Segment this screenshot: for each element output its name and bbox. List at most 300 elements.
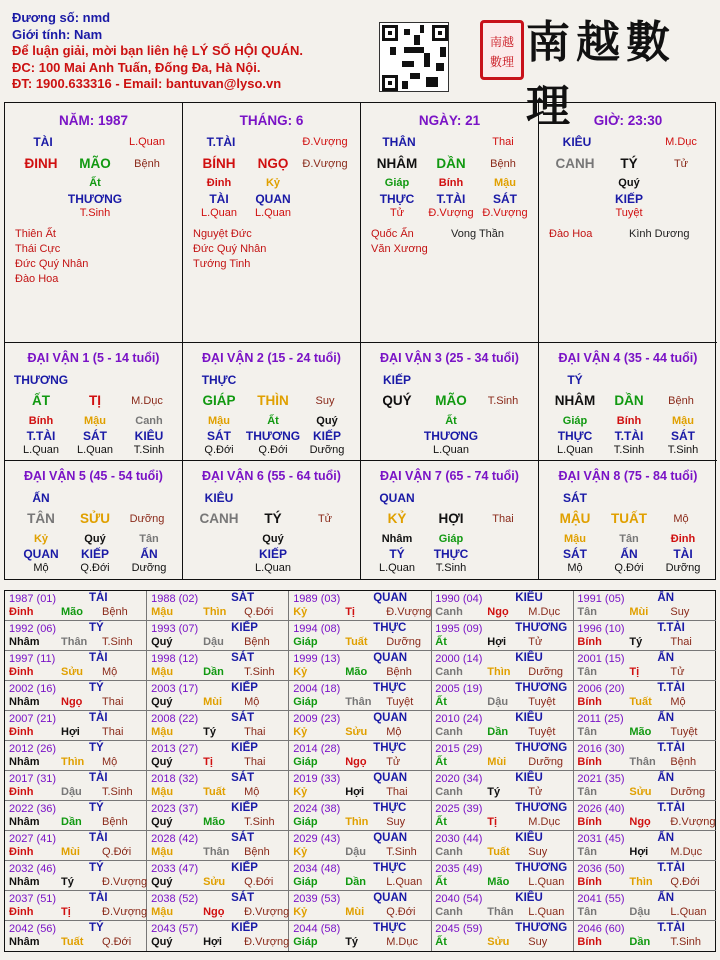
year-label: 1997 (11) bbox=[9, 653, 56, 665]
year-cell[interactable] bbox=[289, 651, 431, 681]
year-growth: Suy bbox=[386, 816, 406, 828]
dai-van-ten-god: TÝ bbox=[567, 373, 583, 387]
year-stem: Canh bbox=[435, 606, 463, 618]
year-branch: Sửu bbox=[345, 726, 368, 738]
pillar-cell bbox=[183, 103, 361, 343]
year-cell[interactable] bbox=[147, 861, 289, 891]
hidden-stem: Bính bbox=[616, 415, 642, 427]
year-cell[interactable] bbox=[573, 801, 715, 831]
year-cell[interactable] bbox=[573, 921, 715, 951]
year-branch: Tuất bbox=[345, 636, 368, 648]
year-cell[interactable] bbox=[431, 651, 573, 681]
year-cell[interactable] bbox=[573, 891, 715, 921]
hidden-ten-god: KIÊU bbox=[134, 429, 164, 443]
year-stem: Nhâm bbox=[9, 876, 40, 888]
year-stem: Nhâm bbox=[9, 936, 40, 948]
seal-line: 南越 bbox=[489, 35, 514, 49]
year-cell[interactable] bbox=[431, 621, 573, 651]
year-label: 1991 (05) bbox=[577, 593, 625, 605]
header-info bbox=[12, 10, 303, 93]
year-stem: Mậu bbox=[151, 666, 174, 678]
hidden-growth: T.Sinh bbox=[613, 444, 645, 456]
pillar-title: THÁNG: 6 bbox=[239, 113, 304, 128]
year-cell[interactable] bbox=[5, 831, 147, 861]
hidden-ten-god: THỰC bbox=[433, 547, 469, 561]
year-cell[interactable] bbox=[5, 891, 147, 921]
year-growth: T.Sinh bbox=[670, 936, 701, 948]
hidden-stem: Mậu bbox=[208, 415, 230, 427]
year-cell[interactable] bbox=[289, 861, 431, 891]
year-stem: Quý bbox=[151, 936, 173, 948]
year-cell[interactable] bbox=[147, 801, 289, 831]
year-label: 2022 (36) bbox=[9, 803, 57, 815]
year-growth: Tuyệt bbox=[670, 726, 698, 738]
hidden-ten-god: QUAN bbox=[23, 547, 59, 561]
year-branch: Sửu bbox=[487, 936, 510, 948]
year-growth: Suy bbox=[670, 606, 690, 618]
year-stem: Nhâm bbox=[9, 816, 40, 828]
year-cell[interactable] bbox=[573, 621, 715, 651]
pillar-ten-god: T.TÀI bbox=[206, 135, 236, 149]
dai-van-stem: KỶ bbox=[387, 511, 407, 526]
year-ten-god: THỰC bbox=[373, 622, 407, 634]
hidden-ten-god: SÁT bbox=[207, 429, 231, 443]
year-stem: Canh bbox=[435, 906, 463, 918]
year-cell[interactable] bbox=[431, 921, 573, 951]
year-branch: Dậu bbox=[345, 846, 366, 858]
year-stem: Nhâm bbox=[9, 756, 40, 768]
year-cell[interactable] bbox=[5, 711, 147, 741]
year-cell[interactable] bbox=[573, 711, 715, 741]
hidden-growth: Dưỡng bbox=[309, 444, 345, 456]
year-label: 2036 (50) bbox=[577, 863, 625, 875]
hidden-stem: Mậu bbox=[494, 177, 516, 189]
year-ten-god: THƯƠNG bbox=[515, 862, 568, 874]
year-growth: L.Quan bbox=[386, 876, 423, 888]
year-label: 1989 (03) bbox=[293, 593, 341, 605]
year-branch: Tý bbox=[345, 936, 359, 948]
hidden-ten-god: KIẾP bbox=[258, 547, 287, 561]
year-branch: Thìn bbox=[345, 816, 369, 828]
year-growth: Tuyệt bbox=[528, 696, 556, 708]
year-cell[interactable] bbox=[147, 681, 289, 711]
year-cell[interactable] bbox=[147, 621, 289, 651]
year-branch: Mùi bbox=[203, 696, 223, 708]
year-cell[interactable] bbox=[431, 741, 573, 771]
year-stem: Canh bbox=[435, 846, 463, 858]
year-cell[interactable] bbox=[431, 891, 573, 921]
year-stem: Nhâm bbox=[9, 636, 40, 648]
dai-van-branch: HỢI bbox=[438, 511, 464, 526]
year-ten-god: KIÊU bbox=[515, 892, 543, 904]
pillar-ten-god: THÂN bbox=[382, 135, 416, 149]
year-branch: Dậu bbox=[487, 696, 509, 708]
year-ten-god: TÝ bbox=[89, 922, 104, 934]
year-cell[interactable] bbox=[431, 711, 573, 741]
year-label: 2046 (60) bbox=[577, 923, 625, 935]
year-label: 2021 (35) bbox=[577, 773, 625, 785]
year-branch: Hợi bbox=[487, 636, 507, 648]
year-branch: Mão bbox=[629, 726, 652, 738]
year-cell[interactable] bbox=[431, 831, 573, 861]
pillar-cell bbox=[539, 103, 717, 343]
year-cell[interactable] bbox=[5, 741, 147, 771]
year-branch: Tị bbox=[61, 906, 71, 918]
year-branch: Tị bbox=[345, 606, 355, 618]
year-stem: Nhâm bbox=[9, 696, 40, 708]
year-label: 2039 (53) bbox=[293, 893, 341, 905]
year-branch: Tý bbox=[487, 786, 501, 798]
year-branch: Thìn bbox=[203, 606, 227, 618]
year-label: 1998 (12) bbox=[151, 653, 199, 665]
year-ten-god: KIẾP bbox=[231, 802, 258, 814]
year-cell[interactable] bbox=[147, 591, 289, 621]
year-stem: Quý bbox=[151, 816, 173, 828]
star-label: Nguyệt Đức bbox=[193, 228, 252, 240]
year-cell[interactable] bbox=[573, 771, 715, 801]
year-branch: Hợi bbox=[203, 936, 222, 948]
year-cell[interactable] bbox=[431, 801, 573, 831]
year-growth: Mộ bbox=[670, 696, 686, 708]
year-cell[interactable] bbox=[5, 801, 147, 831]
year-cell[interactable] bbox=[431, 681, 573, 711]
dai-van-stem: QUÝ bbox=[382, 393, 412, 408]
year-ten-god: TÝ bbox=[89, 682, 104, 694]
year-cell[interactable] bbox=[573, 861, 715, 891]
hidden-ten-god: T.TÀI bbox=[614, 429, 644, 443]
year-growth: Q.Đới bbox=[244, 876, 274, 888]
hidden-ten-god: THỰC bbox=[557, 429, 593, 443]
year-stem: Ất bbox=[435, 636, 447, 648]
year-stem: Tân bbox=[577, 786, 597, 798]
year-ten-god: QUAN bbox=[373, 892, 408, 904]
dai-van-cell bbox=[183, 461, 361, 579]
year-label: 2035 (49) bbox=[435, 863, 483, 875]
year-label: 2023 (37) bbox=[151, 803, 199, 815]
pillar-stem: NHÂM bbox=[376, 156, 418, 171]
year-cell[interactable] bbox=[289, 801, 431, 831]
year-cell[interactable] bbox=[5, 651, 147, 681]
year-branch: Dậu bbox=[203, 636, 224, 648]
dai-van-ten-god: THƯƠNG bbox=[13, 373, 69, 387]
year-branch: Thân bbox=[61, 636, 88, 648]
year-cell[interactable] bbox=[573, 651, 715, 681]
dai-van-branch: TÝ bbox=[264, 511, 282, 526]
dai-van-title: ĐẠI VẬN 8 (75 - 84 tuổi) bbox=[558, 469, 698, 483]
dai-van-cell bbox=[539, 343, 717, 461]
year-branch: Mùi bbox=[629, 606, 649, 618]
year-stem: Quý bbox=[151, 636, 173, 648]
year-cell[interactable] bbox=[147, 831, 289, 861]
pillar-branch: DẦN bbox=[436, 156, 466, 171]
year-branch: Tuất bbox=[629, 696, 652, 708]
year-branch: Hợi bbox=[345, 786, 365, 798]
year-ten-god: TÝ bbox=[89, 742, 104, 754]
year-label: 2011 (25) bbox=[577, 713, 624, 725]
year-label: 2037 (51) bbox=[9, 893, 57, 905]
year-cell[interactable] bbox=[431, 591, 573, 621]
year-ten-god: SÁT bbox=[231, 892, 255, 904]
year-ten-god: KIÊU bbox=[515, 832, 543, 844]
year-stem: Mậu bbox=[151, 846, 174, 858]
year-ten-god: KIÊU bbox=[515, 772, 543, 784]
year-ten-god: T.TÀI bbox=[657, 862, 685, 874]
year-ten-god: TÝ bbox=[89, 802, 104, 814]
year-ten-god: THỰC bbox=[373, 922, 407, 934]
year-ten-god: ẤN bbox=[657, 712, 675, 724]
year-cell[interactable] bbox=[289, 921, 431, 951]
year-branch: Ngọ bbox=[345, 756, 367, 768]
brand-title: 南越數理 bbox=[526, 17, 676, 132]
year-branch: Tuất bbox=[61, 936, 84, 948]
year-branch: Thân bbox=[487, 906, 514, 918]
year-cell[interactable] bbox=[5, 621, 147, 651]
year-growth: Tuyệt bbox=[528, 726, 556, 738]
year-growth: T.Sinh bbox=[244, 816, 275, 828]
dai-van-ten-god: QUAN bbox=[379, 491, 415, 505]
dai-van-branch: SỬU bbox=[80, 511, 110, 526]
year-ten-god: T.TÀI bbox=[657, 742, 685, 754]
year-cell[interactable] bbox=[573, 831, 715, 861]
dai-van-title: ĐẠI VẬN 5 (45 - 54 tuổi) bbox=[24, 469, 163, 483]
year-stem: Ất bbox=[435, 876, 447, 888]
hidden-stem: Quý bbox=[262, 533, 284, 545]
hidden-stem: Kỷ bbox=[33, 533, 49, 545]
year-ten-god: KIÊU bbox=[515, 652, 543, 664]
year-cell[interactable] bbox=[147, 711, 289, 741]
hidden-stem: Ất bbox=[89, 177, 101, 189]
year-growth: Q.Đới bbox=[244, 606, 274, 618]
year-branch: Tị bbox=[203, 756, 213, 768]
year-branch: Hợi bbox=[629, 846, 649, 858]
hidden-stem: Tân bbox=[139, 533, 159, 545]
hidden-ten-god: TÝ bbox=[389, 547, 405, 561]
year-growth: Đ.Vượng bbox=[670, 816, 716, 828]
dai-van-title: ĐẠI VẬN 1 (5 - 14 tuổi) bbox=[27, 351, 160, 365]
year-cell[interactable] bbox=[5, 921, 147, 951]
pillar-ten-god: TÀI bbox=[33, 135, 53, 149]
year-branch: Mùi bbox=[487, 756, 507, 768]
year-branch: Dần bbox=[345, 876, 366, 888]
year-cell[interactable] bbox=[573, 591, 715, 621]
year-branch: Ngọ bbox=[487, 606, 509, 618]
year-cell[interactable] bbox=[289, 831, 431, 861]
owner-line: Đương số: nmd bbox=[12, 10, 111, 25]
year-ten-god: SÁT bbox=[231, 652, 255, 664]
dai-van-ten-god: KIẾP bbox=[382, 373, 411, 387]
hidden-stem: Mậu bbox=[564, 533, 586, 545]
year-growth: L.Quan bbox=[528, 876, 565, 888]
hidden-ten-god: T.TÀI bbox=[436, 192, 466, 206]
year-growth: Bệnh bbox=[244, 636, 270, 648]
pillar-growth-stage: Tử bbox=[673, 158, 689, 170]
year-ten-god: TÀI bbox=[89, 712, 108, 724]
year-growth: M.Dục bbox=[386, 936, 418, 948]
year-cell[interactable] bbox=[5, 681, 147, 711]
year-cell[interactable] bbox=[147, 771, 289, 801]
hidden-stem: Canh bbox=[135, 415, 163, 427]
star-label: Đào Hoa bbox=[549, 228, 593, 240]
year-growth: Q.Đới bbox=[102, 936, 132, 948]
year-growth: Bệnh bbox=[102, 816, 128, 828]
year-cell[interactable] bbox=[147, 741, 289, 771]
hidden-ten-god: T.TÀI bbox=[26, 429, 56, 443]
pillar-growth-stage: Bệnh bbox=[490, 158, 516, 170]
year-ten-god: KIẾP bbox=[231, 622, 258, 634]
pillar-phu: M.Dục bbox=[665, 136, 697, 148]
dai-van-growth: T.Sinh bbox=[487, 395, 519, 407]
dai-van-title: ĐẠI VẬN 2 (15 - 24 tuổi) bbox=[202, 351, 341, 365]
year-cell[interactable] bbox=[5, 771, 147, 801]
star-label: Thái Cực bbox=[15, 243, 61, 255]
year-growth: Thai bbox=[670, 636, 692, 648]
hidden-ten-god: ẤN bbox=[140, 547, 158, 561]
year-ten-god: ẤN bbox=[657, 592, 675, 604]
pillar-title: NĂM: 1987 bbox=[58, 113, 129, 128]
year-branch: Tuất bbox=[203, 786, 226, 798]
year-cell[interactable] bbox=[289, 891, 431, 921]
year-growth: Dưỡng bbox=[528, 666, 564, 678]
year-cell[interactable] bbox=[431, 771, 573, 801]
year-growth: T.Sinh bbox=[102, 786, 133, 798]
year-ten-god: THỰC bbox=[373, 802, 407, 814]
pillar-branch: MÃO bbox=[79, 156, 111, 171]
hidden-ten-god: ẤN bbox=[620, 547, 638, 561]
year-branch: Mão bbox=[345, 666, 368, 678]
year-cell[interactable] bbox=[5, 861, 147, 891]
hidden-growth: L.Quan bbox=[556, 444, 594, 456]
hidden-stem: Giáp bbox=[384, 177, 410, 189]
year-stem: Giáp bbox=[293, 636, 318, 648]
year-stem: Giáp bbox=[293, 696, 318, 708]
hidden-growth: L.Quan bbox=[254, 562, 292, 574]
year-growth: Mộ bbox=[386, 726, 402, 738]
hidden-ten-god: THƯƠNG bbox=[67, 192, 123, 206]
hidden-stem: Kỷ bbox=[265, 177, 281, 189]
year-growth: Thai bbox=[386, 786, 408, 798]
year-branch: Mão bbox=[487, 876, 510, 888]
dai-van-growth: Suy bbox=[315, 395, 335, 407]
hidden-growth: Q.Đới bbox=[614, 562, 644, 574]
year-label: 2005 (19) bbox=[435, 683, 483, 695]
dai-van-title: ĐẠI VẬN 6 (55 - 64 tuổi) bbox=[202, 469, 341, 483]
year-label: 2030 (44) bbox=[435, 833, 483, 845]
year-cell[interactable] bbox=[289, 711, 431, 741]
hidden-stem: Tân bbox=[619, 533, 639, 545]
year-branch: Thìn bbox=[629, 876, 653, 888]
year-label: 1999 (13) bbox=[293, 653, 341, 665]
dai-van-growth: Thai bbox=[492, 513, 514, 525]
year-label: 2009 (23) bbox=[293, 713, 341, 725]
pillar-stem: BÍNH bbox=[202, 156, 236, 171]
year-stem: Tân bbox=[577, 846, 597, 858]
year-ten-god: SÁT bbox=[231, 592, 255, 604]
year-stem: Kỷ bbox=[293, 906, 308, 918]
hidden-ten-god: SÁT bbox=[671, 429, 695, 443]
year-stem: Bính bbox=[577, 696, 602, 708]
year-branch: Dần bbox=[203, 666, 224, 678]
dai-van-stem: TÂN bbox=[27, 511, 55, 526]
year-cell[interactable] bbox=[5, 591, 147, 621]
year-stem: Canh bbox=[435, 666, 463, 678]
dai-van-title: ĐẠI VẬN 4 (35 - 44 tuổi) bbox=[558, 351, 698, 365]
year-stem: Đinh bbox=[9, 726, 34, 738]
pillar-title: NGÀY: 21 bbox=[418, 113, 481, 128]
year-cell[interactable] bbox=[289, 771, 431, 801]
year-cell[interactable] bbox=[289, 621, 431, 651]
year-growth: Đ.Vượng bbox=[102, 906, 148, 918]
year-stem: Đinh bbox=[9, 666, 34, 678]
year-branch: Mùi bbox=[61, 846, 80, 858]
star-label: Kình Dương bbox=[629, 228, 690, 240]
year-ten-god: QUAN bbox=[373, 712, 408, 724]
year-stem: Kỷ bbox=[293, 606, 308, 618]
year-stem: Giáp bbox=[293, 816, 318, 828]
hidden-stem: Quý bbox=[316, 415, 338, 427]
hidden-stem: Quý bbox=[618, 177, 640, 189]
year-stem: Đinh bbox=[9, 906, 34, 918]
year-cell[interactable] bbox=[573, 741, 715, 771]
year-ten-god: T.TÀI bbox=[657, 682, 685, 694]
pillar-stem: ĐINH bbox=[24, 156, 58, 171]
year-cell[interactable] bbox=[289, 741, 431, 771]
dai-van-growth: Mộ bbox=[673, 513, 689, 525]
dai-van-growth: M.Dục bbox=[131, 395, 163, 407]
year-cell[interactable] bbox=[289, 681, 431, 711]
hidden-growth: Dưỡng bbox=[131, 562, 167, 574]
year-label: 2028 (42) bbox=[151, 833, 199, 845]
year-stem: Kỷ bbox=[293, 726, 308, 738]
year-label: 1995 (09) bbox=[435, 623, 483, 635]
year-stem: Đinh bbox=[9, 786, 34, 798]
year-cell[interactable] bbox=[147, 891, 289, 921]
hidden-ten-god: TÀI bbox=[673, 547, 693, 561]
pillar-phu: Thai bbox=[492, 136, 514, 148]
year-growth: Q.Đới bbox=[102, 846, 132, 858]
year-ten-god: TÀI bbox=[89, 892, 108, 904]
year-label: 2045 (59) bbox=[435, 923, 483, 935]
hidden-growth: Mộ bbox=[33, 562, 49, 574]
year-label: 1988 (02) bbox=[151, 593, 199, 605]
year-branch: Thìn bbox=[61, 756, 85, 768]
hidden-growth: Tuyệt bbox=[615, 207, 643, 219]
hidden-ten-god: SÁT bbox=[83, 429, 107, 443]
year-cell[interactable] bbox=[147, 651, 289, 681]
dai-van-branch: THÌN bbox=[257, 393, 289, 408]
pillar-growth-stage: Bệnh bbox=[134, 158, 160, 170]
qr-code-icon[interactable] bbox=[379, 22, 449, 92]
year-stem: Ất bbox=[435, 756, 447, 768]
dai-van-cell bbox=[361, 461, 539, 579]
year-ten-god: THƯƠNG bbox=[515, 682, 568, 694]
pillar-cell bbox=[361, 103, 539, 343]
year-ten-god: SÁT bbox=[231, 712, 255, 724]
dai-van-growth: Bệnh bbox=[668, 395, 694, 407]
year-cell[interactable] bbox=[147, 921, 289, 951]
year-growth: Dưỡng bbox=[386, 636, 421, 648]
star-label: Đào Hoa bbox=[15, 273, 59, 285]
year-cell[interactable] bbox=[289, 591, 431, 621]
year-cell[interactable] bbox=[573, 681, 715, 711]
year-branch: Tý bbox=[629, 636, 643, 648]
year-growth: Thai bbox=[244, 756, 266, 768]
year-cell[interactable] bbox=[431, 861, 573, 891]
gender-line: Giới tính: Nam bbox=[12, 26, 103, 42]
year-label: 2018 (32) bbox=[151, 773, 199, 785]
year-growth: Tuyệt bbox=[386, 696, 414, 708]
year-branch: Sửu bbox=[203, 876, 226, 888]
year-stem: Bính bbox=[577, 816, 602, 828]
